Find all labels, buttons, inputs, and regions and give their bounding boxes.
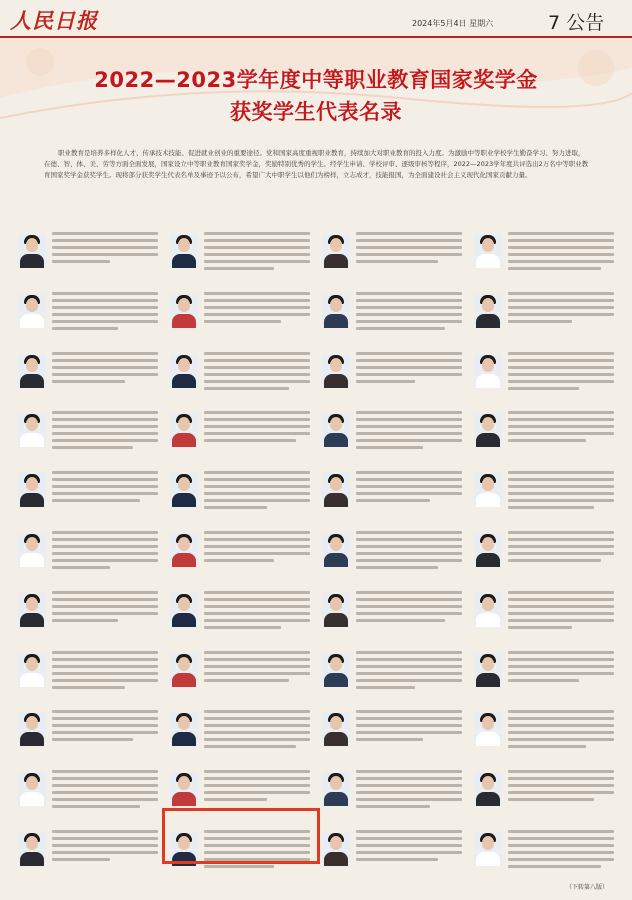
awardee-photo: [18, 653, 46, 687]
awardee-card: [316, 583, 468, 641]
awardee-photo: [18, 712, 46, 746]
awardee-photo: [18, 473, 46, 507]
awardee-card: [316, 762, 468, 820]
awardee-photo: [322, 712, 350, 746]
awardee-bio-text: [508, 411, 614, 446]
awardee-bio-text: [508, 591, 614, 633]
awardee-card: [12, 702, 164, 760]
page-title-line1: 2022—2023学年度中等职业教育国家奖学金: [94, 68, 538, 92]
awardee-card: [12, 344, 164, 402]
awardee-bio-text: [52, 232, 158, 267]
awardee-card: [164, 284, 316, 342]
awardee-photo: [18, 234, 46, 268]
awardee-photo: [170, 473, 198, 507]
awardee-card: [468, 702, 620, 760]
awardee-bio-text: [356, 411, 462, 453]
awardee-photo: [322, 473, 350, 507]
awardee-photo: [322, 413, 350, 447]
awardee-photo: [322, 234, 350, 268]
awardee-card: [316, 822, 468, 880]
awardee-photo: [170, 234, 198, 268]
awardee-card: [468, 762, 620, 820]
highlight-box: [162, 808, 320, 864]
awardee-photo: [18, 832, 46, 866]
awardee-bio-text: [508, 232, 614, 274]
awardee-bio-text: [356, 531, 462, 573]
awardee-photo: [474, 234, 502, 268]
awardee-card: [468, 344, 620, 402]
awardee-bio-text: [356, 710, 462, 745]
awardee-bio-text: [52, 591, 158, 626]
masthead: [0, 0, 632, 38]
awardee-photo: [170, 533, 198, 567]
awardee-photo: [18, 533, 46, 567]
awardee-grid: [12, 224, 620, 882]
awardee-bio-text: [356, 830, 462, 865]
awardee-photo: [474, 413, 502, 447]
awardee-card: [316, 643, 468, 701]
awardee-card: [12, 523, 164, 581]
awardee-card: [316, 702, 468, 760]
awardee-photo: [322, 653, 350, 687]
awardee-bio-text: [52, 352, 158, 387]
awardee-photo: [474, 294, 502, 328]
awardee-bio-text: [204, 770, 310, 805]
awardee-card: [12, 284, 164, 342]
page-title-line2: 获奖学生代表名录: [230, 100, 402, 124]
awardee-card: [12, 224, 164, 282]
awardee-photo: [170, 712, 198, 746]
awardee-card: [316, 224, 468, 282]
awardee-bio-text: [52, 830, 158, 865]
awardee-photo: [170, 653, 198, 687]
awardee-photo: [170, 413, 198, 447]
awardee-bio-text: [356, 232, 462, 267]
awardee-card: [164, 344, 316, 402]
awardee-card: [468, 403, 620, 461]
awardee-card: [468, 523, 620, 581]
awardee-photo: [474, 772, 502, 806]
awardee-bio-text: [52, 710, 158, 745]
awardee-bio-text: [508, 531, 614, 566]
awardee-bio-text: [52, 471, 158, 506]
awardee-bio-text: [52, 292, 158, 334]
awardee-photo: [170, 294, 198, 328]
awardee-bio-text: [204, 292, 310, 327]
awardee-bio-text: [204, 651, 310, 686]
awardee-photo: [170, 354, 198, 388]
awardee-card: [164, 523, 316, 581]
awardee-photo: [18, 354, 46, 388]
awardee-card: [164, 224, 316, 282]
intro-paragraph: 职业教育是培养多样化人才、传承技术技能、促进就业创业的重要途径。党和国家高度重视职业教育，持续加大对职业教育的投入力度。为激励中等职业学校学生勤奋学习、努力进取，在德、智、体、美、劳等方面全面发展，国家设立中等职业教育国家奖学金，奖励特别优秀的学生。经学生申请、学校评审、逐级审核等程序，2022—2023学年度共评选出2万名中等职业教育国家奖学金获奖学生。现将部分获奖学生代表名单及事迹予以公布，希望广大中职学生以他们为榜样，立志成才，技能报国，为全面建设社会主义现代化国家贡献力量。: [44, 149, 589, 179]
issue-date: 2024年5月4日 星期六: [412, 19, 494, 28]
awardee-bio-text: [356, 292, 462, 334]
awardee-photo: [18, 772, 46, 806]
awardee-photo: [474, 653, 502, 687]
awardee-card: [316, 284, 468, 342]
awardee-card: [316, 463, 468, 521]
awardee-card: [468, 224, 620, 282]
awardee-photo: [18, 593, 46, 627]
awardee-photo: [18, 294, 46, 328]
awardee-photo: [474, 354, 502, 388]
awardee-bio-text: [356, 651, 462, 693]
awardee-bio-text: [508, 830, 614, 872]
awardee-photo: [322, 832, 350, 866]
awardee-photo: [474, 533, 502, 567]
awardee-card: [468, 583, 620, 641]
awardee-photo: [322, 533, 350, 567]
awardee-bio-text: [508, 352, 614, 394]
awardee-card: [468, 284, 620, 342]
awardee-photo: [322, 593, 350, 627]
awardee-bio-text: [508, 651, 614, 686]
awardee-photo: [474, 473, 502, 507]
awardee-card: [164, 702, 316, 760]
awardee-bio-text: [204, 471, 310, 513]
awardee-bio-text: [508, 710, 614, 752]
awardee-photo: [170, 772, 198, 806]
awardee-card: [316, 403, 468, 461]
awardee-photo: [18, 413, 46, 447]
page-label: 7 公告: [548, 12, 605, 34]
awardee-bio-text: [508, 471, 614, 513]
awardee-card: [316, 344, 468, 402]
awardee-bio-text: [356, 591, 462, 626]
awardee-photo: [322, 294, 350, 328]
awardee-card: [12, 403, 164, 461]
awardee-bio-text: [52, 651, 158, 693]
awardee-bio-text: [204, 232, 310, 274]
awardee-photo: [474, 832, 502, 866]
awardee-card: [164, 583, 316, 641]
awardee-card: [468, 822, 620, 880]
awardee-card: [468, 463, 620, 521]
awardee-bio-text: [204, 591, 310, 633]
newspaper-logo: 人民日报: [10, 8, 98, 33]
awardee-card: [468, 643, 620, 701]
awardee-bio-text: [52, 531, 158, 573]
continued-note: （下转第八版）: [566, 884, 609, 891]
awardee-card: [164, 463, 316, 521]
awardee-bio-text: [52, 770, 158, 812]
awardee-bio-text: [356, 770, 462, 812]
awardee-card: [12, 762, 164, 820]
awardee-photo: [170, 593, 198, 627]
awardee-photo: [322, 354, 350, 388]
awardee-photo: [474, 712, 502, 746]
awardee-card: [164, 643, 316, 701]
awardee-bio-text: [204, 411, 310, 446]
awardee-bio-text: [204, 710, 310, 752]
awardee-card: [12, 463, 164, 521]
awardee-bio-text: [204, 352, 310, 394]
awardee-card: [316, 523, 468, 581]
awardee-card: [164, 403, 316, 461]
awardee-bio-text: [508, 292, 614, 327]
awardee-bio-text: [356, 352, 462, 387]
awardee-photo: [474, 593, 502, 627]
awardee-card: [12, 643, 164, 701]
awardee-bio-text: [508, 770, 614, 805]
awardee-photo: [322, 772, 350, 806]
awardee-bio-text: [356, 471, 462, 506]
awardee-bio-text: [52, 411, 158, 453]
awardee-bio-text: [204, 531, 310, 566]
awardee-card: [12, 583, 164, 641]
awardee-card: [12, 822, 164, 880]
